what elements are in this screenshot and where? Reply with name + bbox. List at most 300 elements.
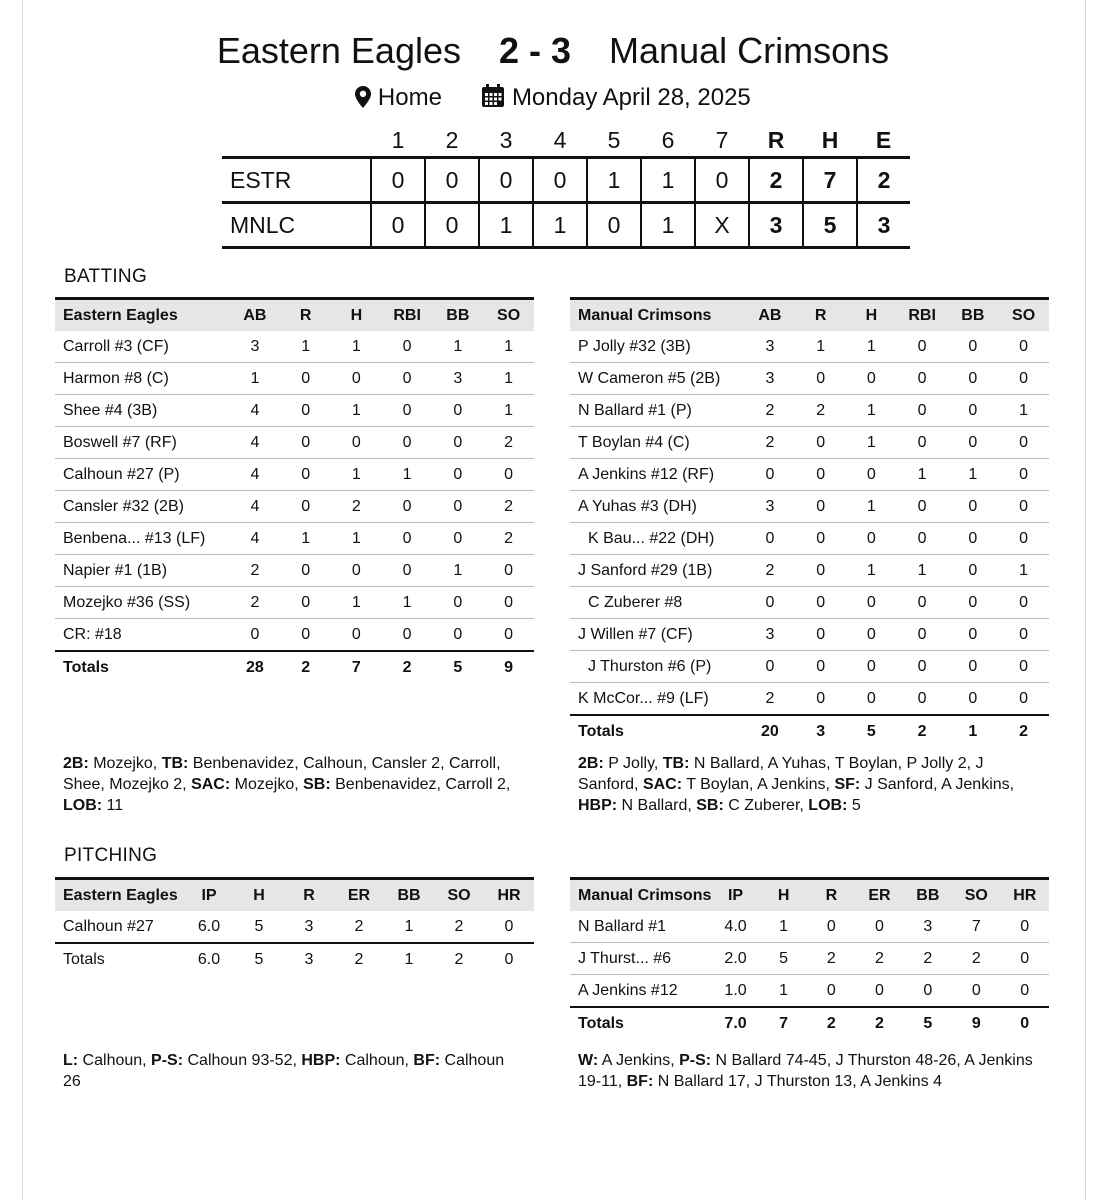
note-value: Benbenavidez, Carroll 2,: [330, 776, 511, 793]
stat-cell: 3: [432, 363, 483, 395]
inning-score: 0: [533, 158, 587, 203]
player-name: J Thurston #6 (P): [570, 651, 745, 683]
stat-cell: 1: [846, 395, 897, 427]
stat-cell: 0: [402, 625, 412, 643]
note-key: HBP:: [301, 1052, 341, 1069]
note-key: HBP:: [578, 797, 618, 814]
totals-cell: 5: [846, 715, 897, 747]
player-name: Benbena... #13 (LF): [55, 523, 230, 555]
stat-cell: 1: [331, 331, 382, 363]
totals-cell: 2: [808, 1007, 856, 1039]
totals-cell: 2: [998, 715, 1049, 747]
stat-cell: 0: [1001, 911, 1049, 943]
table-header-row: [55, 299, 534, 332]
stat-cell: 0: [1019, 689, 1029, 707]
stat-cell: 0: [971, 981, 981, 999]
team-header: Manual Crimsons: [570, 879, 711, 912]
stat-cell: 0: [947, 587, 998, 619]
linescore-team: ESTR: [222, 158, 371, 203]
column-header: H: [760, 879, 808, 912]
column-header: H: [234, 879, 284, 912]
stat-cell: 1: [483, 395, 534, 427]
player-row: [570, 523, 1049, 555]
note-value: N Ballard 17, J Thurston 13, A Jenkins 4: [653, 1073, 943, 1090]
stat-cell: 2: [745, 395, 796, 427]
stat-cell: 0: [795, 363, 846, 395]
inning-score: 0: [425, 203, 479, 248]
stat-cell: 0: [875, 981, 884, 999]
stat-cell: 0: [998, 523, 1049, 555]
stat-cell: 1.0: [724, 981, 747, 999]
player-row: [570, 911, 1049, 943]
stat-cell: 2: [331, 491, 382, 523]
note-value: Calhoun,: [78, 1052, 152, 1069]
linescore-header: [222, 124, 910, 158]
player-row: [570, 683, 1049, 716]
table-header-row: [55, 879, 534, 912]
player-row: [570, 363, 1049, 395]
player-row: [570, 587, 1049, 619]
player-name: N Ballard #1: [570, 911, 711, 943]
player-row: [570, 491, 1049, 523]
stat-cell: 3: [304, 917, 314, 935]
stat-cell: 2: [808, 943, 856, 975]
stat-cell: 0: [998, 619, 1049, 651]
note-value: Calhoun,: [340, 1052, 414, 1069]
stat-cell: 0: [795, 427, 846, 459]
column-header: R: [280, 299, 331, 332]
game-date: Monday April 28, 2025: [511, 84, 751, 111]
linescore-r-total: 3: [749, 203, 803, 248]
stat-cell: 1: [779, 981, 789, 999]
linescore-h-total: 5: [803, 203, 857, 248]
stat-cell: 2: [952, 943, 1000, 975]
stat-cell: 0: [745, 651, 796, 683]
stat-cell: 2: [855, 943, 903, 975]
stat-cell: 0: [351, 625, 361, 643]
stat-cell: 3: [745, 331, 796, 363]
stat-cell: 0: [846, 523, 897, 555]
player-name: Carroll #3 (CF): [55, 331, 230, 363]
totals-cell: 5: [432, 651, 483, 683]
stat-cell: 0: [432, 523, 483, 555]
stat-cell: 0: [917, 689, 927, 707]
stat-cell: 0: [998, 651, 1049, 683]
stat-cell: 0: [897, 619, 948, 651]
stat-cell: 0: [998, 459, 1049, 491]
inning-header: 1: [391, 126, 405, 153]
column-header: ER: [334, 879, 384, 912]
note-value: Calhoun 26: [63, 1052, 505, 1090]
stat-cell: 1: [998, 395, 1049, 427]
stat-cell: 0: [280, 555, 331, 587]
column-header: R: [808, 879, 856, 912]
stat-cell: 0: [331, 363, 382, 395]
totals-cell: 2: [434, 943, 484, 975]
note-key: BF:: [626, 1073, 654, 1090]
note-value: A Jenkins,: [598, 1052, 680, 1069]
inning-header: 7: [715, 126, 729, 153]
player-row: [570, 555, 1049, 587]
totals-row: [570, 1007, 1049, 1039]
inning-score: 1: [641, 158, 695, 203]
stat-cell: 1: [897, 555, 948, 587]
column-header: RBI: [897, 299, 948, 332]
inning-score: 0: [425, 158, 479, 203]
player-row: [55, 363, 534, 395]
column-header: H: [331, 299, 382, 332]
note-key: SF:: [834, 776, 861, 793]
inning-score: 0: [587, 203, 641, 248]
stat-cell: 0: [382, 555, 433, 587]
linescore-table: [222, 124, 910, 249]
player-row: [55, 331, 534, 363]
inning-score: X: [695, 203, 749, 248]
player-row: [570, 943, 1049, 975]
note-key: 2B:: [63, 755, 89, 772]
player-row: [55, 491, 534, 523]
away-pitching-table: [55, 877, 534, 975]
stat-cell: 0: [382, 427, 433, 459]
note-key: SAC:: [191, 776, 231, 793]
stat-cell: 0: [382, 491, 433, 523]
stat-cell: 2: [795, 395, 846, 427]
totals-label: Totals: [55, 651, 230, 683]
table-header-row: [570, 299, 1049, 332]
stat-cell: 0: [846, 587, 897, 619]
stat-cell: 1: [760, 911, 808, 943]
stat-cell: 0: [998, 491, 1049, 523]
column-header: SO: [483, 299, 534, 332]
stat-cell: 1: [404, 917, 414, 935]
totals-cell: 2: [855, 1007, 903, 1039]
totals-cell: 2: [280, 651, 331, 683]
inning-header: 3: [499, 126, 513, 153]
stat-cell: 0: [947, 619, 998, 651]
stat-cell: 0: [432, 491, 483, 523]
stat-cell: 0: [280, 459, 331, 491]
note-value: J Sanford, A Jenkins,: [860, 776, 1015, 793]
player-name: Harmon #8 (C): [55, 363, 230, 395]
stat-cell: 1: [483, 363, 534, 395]
stat-cell: 0: [432, 427, 483, 459]
stat-cell: 0: [795, 523, 846, 555]
player-row: [570, 427, 1049, 459]
stat-cell: 0: [866, 689, 876, 707]
player-name: Mozejko #36 (SS): [55, 587, 230, 619]
stat-cell: 2: [904, 943, 952, 975]
stat-cell: 0: [897, 331, 948, 363]
inning-score: 0: [371, 203, 425, 248]
stat-cell: 0: [432, 459, 483, 491]
stat-cell: 0: [745, 523, 796, 555]
totals-cell: 5: [904, 1007, 952, 1039]
stat-cell: 1: [331, 459, 382, 491]
stat-cell: 1: [795, 331, 846, 363]
note-value: 5: [847, 797, 861, 814]
stat-cell: 0: [897, 651, 948, 683]
player-row: [55, 911, 534, 943]
stat-cell: 0: [795, 619, 846, 651]
location-pin-icon: [355, 84, 371, 111]
inning-score: 1: [641, 203, 695, 248]
stat-cell: 3: [230, 331, 281, 363]
totals-cell: 3: [795, 715, 846, 747]
totals-cell: 28: [230, 651, 281, 683]
note-value: Mozejko,: [230, 776, 304, 793]
stat-cell: 0: [331, 555, 382, 587]
stat-cell: 1: [432, 555, 483, 587]
inning-score: 0: [371, 158, 425, 203]
totals-row: [570, 715, 1049, 747]
note-value: N Ballard, A Yuhas, T Boylan, P Jolly 2, J Sanford,: [578, 755, 984, 793]
player-row: [570, 331, 1049, 363]
column-header: SO: [952, 879, 1000, 912]
stat-cell: 0: [947, 651, 998, 683]
stat-cell: 0: [947, 395, 998, 427]
stat-cell: 1: [280, 523, 331, 555]
player-name: Napier #1 (1B): [55, 555, 230, 587]
totals-label: Totals: [570, 715, 745, 747]
note-key: SB:: [303, 776, 331, 793]
note-key: LOB:: [63, 797, 103, 814]
final-score: 2 - 3: [499, 30, 572, 71]
stat-cell: 0: [301, 625, 311, 643]
inning-score: 0: [479, 158, 533, 203]
note-key: LOB:: [808, 797, 848, 814]
note-value: 11: [102, 797, 124, 814]
column-header: BB: [904, 879, 952, 912]
column-header: RBI: [382, 299, 433, 332]
player-name: W Cameron #5 (2B): [570, 363, 745, 395]
note-value: T Boylan, A Jenkins,: [682, 776, 835, 793]
column-header: IP: [184, 879, 234, 912]
stat-cell: 0: [947, 555, 998, 587]
totals-row: [55, 651, 534, 683]
stat-cell: 0: [250, 625, 260, 643]
stat-cell: 0: [846, 459, 897, 491]
stat-cell: 2: [230, 587, 281, 619]
totals-cell: 0: [484, 943, 534, 975]
player-name: C Zuberer #8: [570, 587, 745, 619]
totals-cell: 7.0: [711, 1007, 759, 1039]
stat-cell: 4: [230, 491, 281, 523]
stat-cell: 0: [1020, 981, 1030, 999]
player-name: A Yuhas #3 (DH): [570, 491, 745, 523]
note-key: SB:: [696, 797, 724, 814]
totals-cell: 9: [483, 651, 534, 683]
stat-cell: 1: [280, 331, 331, 363]
stat-cell: 0: [816, 689, 826, 707]
stat-cell: 0: [795, 555, 846, 587]
player-name: CR: #18: [63, 625, 122, 643]
stat-cell: 0: [504, 625, 514, 643]
stat-cell: 1: [846, 331, 897, 363]
stat-cell: 5: [254, 917, 264, 935]
stat-cell: 2: [483, 427, 534, 459]
stat-cell: 0: [331, 427, 382, 459]
column-header: AB: [230, 299, 281, 332]
stat-cell: 3: [745, 363, 796, 395]
stat-cell: 0: [432, 395, 483, 427]
note-key: P-S:: [679, 1052, 712, 1069]
stat-cell: 0: [968, 689, 978, 707]
stat-cell: 4: [230, 427, 281, 459]
column-header: H: [846, 299, 897, 332]
inning-score: 0: [695, 158, 749, 203]
column-header: ER: [855, 879, 903, 912]
player-name: Boswell #7 (RF): [55, 427, 230, 459]
column-header: SO: [434, 879, 484, 912]
note-key: SAC:: [642, 776, 683, 793]
stat-cell: 2: [745, 427, 796, 459]
stat-cell: 2: [483, 523, 534, 555]
stat-cell: 7: [952, 911, 1000, 943]
player-row: [55, 555, 534, 587]
stat-cell: 0: [947, 427, 998, 459]
stat-cell: 0: [483, 587, 534, 619]
stat-cell: 2: [454, 917, 464, 935]
player-name: Cansler #32 (2B): [55, 491, 230, 523]
location-text: Home: [377, 84, 442, 111]
player-name: A Jenkins #12: [578, 981, 678, 999]
stat-cell: 0: [382, 395, 433, 427]
inning-score: 1: [479, 203, 533, 248]
column-header: HR: [1001, 879, 1049, 912]
note-key: W:: [578, 1052, 599, 1069]
away-pitching-notes: [63, 1050, 525, 1092]
errors-header: E: [875, 126, 892, 153]
note-value: N Ballard 74-45, J Thurston 48-26, A Jenkins 19-11,: [578, 1052, 1033, 1090]
stat-cell: 2: [745, 555, 796, 587]
note-key: TB:: [161, 755, 189, 772]
player-row: [570, 651, 1049, 683]
team-header: Manual Crimsons: [570, 299, 745, 332]
totals-cell: 1: [947, 715, 998, 747]
stat-cell: 0: [947, 331, 998, 363]
away-batting-notes: [63, 753, 525, 816]
inning-header: 2: [445, 126, 459, 153]
stat-cell: 0: [745, 459, 796, 491]
stat-cell: 4: [230, 459, 281, 491]
stat-cell: 1: [230, 363, 281, 395]
note-key: P-S:: [151, 1052, 184, 1069]
player-name: A Jenkins #12 (RF): [570, 459, 745, 491]
stat-cell: 2: [354, 917, 364, 935]
stat-cell: 0: [745, 587, 796, 619]
team-header: Eastern Eagles: [55, 879, 184, 912]
home-pitching-notes: [578, 1050, 1048, 1092]
player-name: P Jolly #32 (3B): [570, 331, 745, 363]
totals-cell: 7: [331, 651, 382, 683]
home-pitching-table: [570, 877, 1049, 1039]
stat-cell: 0: [826, 981, 836, 999]
totals-cell: 2: [382, 651, 433, 683]
stat-cell: 3: [745, 619, 796, 651]
totals-cell: 1: [384, 943, 434, 975]
stat-cell: 0: [998, 363, 1049, 395]
stat-cell: 1: [432, 331, 483, 363]
stat-cell: 4: [230, 395, 281, 427]
stat-cell: 0: [923, 981, 933, 999]
stat-cell: 0: [453, 625, 463, 643]
stat-cell: 0: [947, 363, 998, 395]
stat-cell: 0: [947, 523, 998, 555]
home-team-name: Manual Crimsons: [609, 30, 890, 71]
note-key: 2B:: [578, 755, 604, 772]
column-header: R: [795, 299, 846, 332]
totals-cell: 2: [334, 943, 384, 975]
player-row: [570, 975, 1049, 1008]
stat-cell: 0: [795, 491, 846, 523]
note-value: C Zuberer,: [723, 797, 809, 814]
stat-cell: 0: [483, 459, 534, 491]
pitching-section-title: PITCHING: [64, 845, 158, 866]
player-row: [55, 395, 534, 427]
stat-cell: 1: [846, 491, 897, 523]
player-name: T Boylan #4 (C): [570, 427, 745, 459]
stat-cell: 0: [280, 491, 331, 523]
totals-cell: 0: [1001, 1007, 1049, 1039]
stat-cell: 3: [745, 491, 796, 523]
stat-cell: 0: [998, 331, 1049, 363]
stat-cell: 0: [795, 459, 846, 491]
inning-score: 1: [533, 203, 587, 248]
stat-cell: 1: [382, 587, 433, 619]
stat-cell: 2: [483, 491, 534, 523]
batting-section-title: BATTING: [64, 266, 148, 287]
away-batting-table: [55, 297, 534, 683]
stat-cell: 0: [1001, 943, 1049, 975]
stat-cell: 1: [998, 555, 1049, 587]
stat-cell: 0: [897, 363, 948, 395]
stat-cell: 1: [846, 555, 897, 587]
stat-cell: 0: [280, 363, 331, 395]
home-batting-notes: [578, 753, 1048, 816]
note-key: BF:: [413, 1052, 441, 1069]
note-value: Mozejko,: [88, 755, 162, 772]
note-key: L:: [63, 1052, 79, 1069]
note-value: N Ballard,: [617, 797, 697, 814]
totals-cell: 7: [760, 1007, 808, 1039]
player-name: Calhoun #27: [63, 917, 154, 935]
stat-cell: 3: [904, 911, 952, 943]
stat-cell: 0: [483, 555, 534, 587]
stat-cell: 4.0: [711, 911, 759, 943]
totals-cell: 2: [897, 715, 948, 747]
player-row: [55, 587, 534, 619]
stat-cell: 0: [280, 587, 331, 619]
player-row: [570, 619, 1049, 651]
player-row: [570, 395, 1049, 427]
totals-row: [55, 943, 534, 975]
stat-cell: 1: [897, 459, 948, 491]
player-name: J Thurst... #6: [570, 943, 711, 975]
stat-cell: 0: [795, 651, 846, 683]
inning-score: 1: [587, 158, 641, 203]
totals-label: Totals: [55, 943, 184, 975]
stat-cell: 0: [897, 427, 948, 459]
stat-cell: 0: [280, 395, 331, 427]
note-value: Calhoun 93-52,: [183, 1052, 302, 1069]
totals-cell: 20: [745, 715, 796, 747]
stat-cell: 5: [760, 943, 808, 975]
column-header: IP: [711, 879, 759, 912]
column-header: HR: [484, 879, 534, 912]
linescore-row: [222, 158, 910, 203]
linescore-team: MNLC: [222, 203, 371, 248]
stat-cell: 0: [795, 587, 846, 619]
